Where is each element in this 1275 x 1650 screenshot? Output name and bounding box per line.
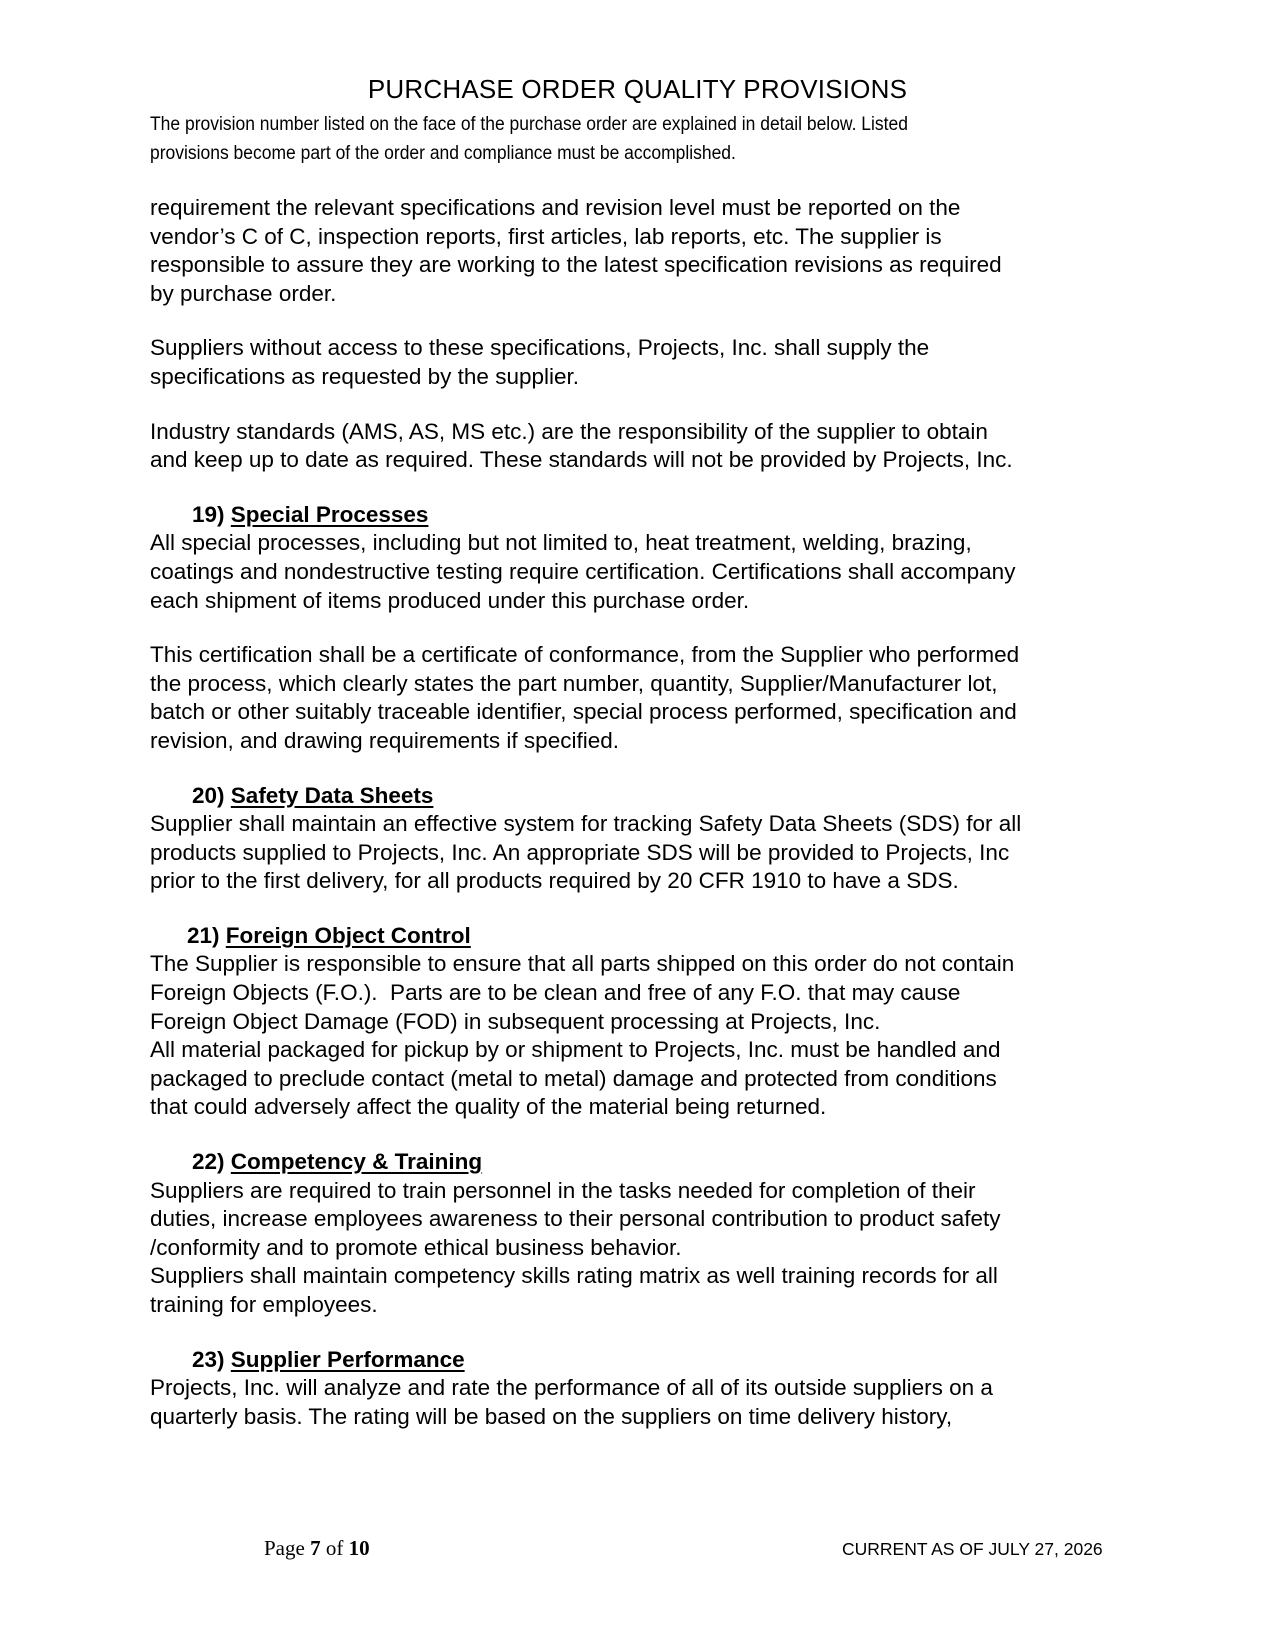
- section-title: Competency & Training: [230, 1149, 483, 1175]
- paragraph-special-processes: [150, 529, 1130, 615]
- section-number: 20): [192, 782, 225, 808]
- section-heading-22: [150, 1148, 1130, 1177]
- text-line: products supplied to Projects, Inc. An appropriate SDS will be provided to Projects, Inc: [150, 839, 1010, 865]
- text-line: requirement the relevant specifications and revision level must be reported on the: [150, 195, 961, 220]
- text-line: specifications as requested by the supplier.: [150, 363, 580, 389]
- text-line: prior to the first delivery, for all products required by 20 CFR 1910 to have a SDS.: [150, 868, 959, 894]
- intro-text: [150, 110, 1015, 168]
- section-heading-21: [150, 922, 1130, 951]
- text-line: Industry standards (AMS, AS, MS etc.) are the responsibility of the supplier to obtain: [150, 418, 988, 444]
- text-line: Supplier shall maintain an effective system for tracking Safety Data Sheets (SDS) for all: [150, 811, 1022, 837]
- text-line: responsible to assure they are working to the latest specification revisions as required: [150, 252, 1002, 278]
- paragraph-safety-data-sheets: [150, 810, 1130, 896]
- text-line: that could adversely affect the quality of the material being returned.: [150, 1094, 827, 1120]
- section-heading-19: [150, 501, 1130, 530]
- current-as-of-date: CURRENT AS OF JULY 27, 2026: [842, 1539, 1103, 1559]
- text-line: Projects, Inc. will analyze and rate the performance of all of its outside suppliers on a: [150, 1375, 993, 1401]
- paragraph-certification: [150, 641, 1130, 755]
- page-prefix: Page: [264, 1536, 311, 1560]
- section-number: 19): [192, 501, 225, 527]
- section-title: Supplier Performance: [230, 1346, 465, 1372]
- intro-line: provisions become part of the order and compliance must be accomplished.: [150, 143, 736, 164]
- page-total: 10: [348, 1536, 370, 1560]
- text-line: This certification shall be a certificate of conformance, from the Supplier who performed: [150, 642, 1020, 668]
- text-line: The Supplier is responsible to ensure that all parts shipped on this order do not contain: [150, 951, 1015, 977]
- paragraph-industry-standards: [150, 418, 1130, 475]
- text-line: Suppliers shall maintain competency skills rating matrix as well training records for all: [150, 1263, 998, 1289]
- text-line: /conformity and to promote ethical business behavior.: [150, 1234, 682, 1260]
- text-line: All special processes, including but not limited to, heat treatment, welding, brazing,: [150, 530, 972, 556]
- text-line: Foreign Objects (F.O.). Parts are to be clean and free of any F.O. that may cause: [150, 980, 961, 1006]
- text-line: revision, and drawing requirements if specified.: [150, 727, 619, 753]
- text-line: Suppliers without access to these specifications, Projects, Inc. shall supply the: [150, 335, 930, 361]
- intro-line: The provision number listed on the face of the purchase order are explained in detail below. Listed: [150, 114, 908, 135]
- text-line: training for employees.: [150, 1292, 378, 1317]
- text-line: Suppliers are required to train personnel in the tasks needed for completion of their: [150, 1177, 976, 1203]
- text-line: packaged to preclude contact (metal to metal) damage and protected from conditions: [150, 1065, 997, 1091]
- text-line: each shipment of items produced under this purchase order.: [150, 587, 750, 613]
- text-line: the process, which clearly states the part number, quantity, Supplier/Manufacturer lot,: [150, 670, 998, 696]
- section-title: Safety Data Sheets: [230, 782, 434, 808]
- section-number: 23): [192, 1346, 225, 1372]
- text-line: All material packaged for pickup by or shipment to Projects, Inc. must be handled and: [150, 1037, 1001, 1063]
- text-line: by purchase order.: [150, 280, 337, 306]
- paragraph-supplier-performance: [150, 1374, 1130, 1431]
- page-number: [264, 1536, 370, 1561]
- page-title: PURCHASE ORDER QUALITY PROVISIONS: [367, 74, 908, 104]
- paragraph-competency-training: [150, 1177, 1130, 1320]
- text-line: and keep up to date as required. These standards will not be provided by Projects, Inc.: [150, 447, 1013, 473]
- paragraph-spec-revision: [150, 194, 1130, 308]
- section-number: 22): [192, 1149, 225, 1175]
- paragraph-foreign-object-control: [150, 950, 1130, 1122]
- text-line: duties, increase employees awareness to their personal contribution to product safety: [150, 1206, 1001, 1232]
- text-line: coatings and nondestructive testing require certification. Certifications shall accompany: [150, 558, 1016, 584]
- section-heading-20: [150, 782, 1130, 811]
- section-number: 21): [187, 922, 220, 948]
- section-title: Foreign Object Control: [225, 922, 471, 948]
- document-body: [150, 194, 1130, 1431]
- section-heading-23: [150, 1346, 1130, 1375]
- text-line: batch or other suitably traceable identifier, special process performed, specification and: [150, 699, 1017, 725]
- page-current: 7: [310, 1536, 321, 1560]
- paragraph-spec-access: [150, 334, 1130, 391]
- text-line: Foreign Object Damage (FOD) in subsequent processing at Projects, Inc.: [150, 1008, 881, 1034]
- text-line: quarterly basis. The rating will be based on the suppliers on time delivery history,: [150, 1403, 953, 1429]
- section-title: Special Processes: [230, 501, 429, 527]
- text-line: vendor’s C of C, inspection reports, first articles, lab reports, etc. The supplier is: [150, 223, 942, 249]
- page-of: of: [320, 1536, 349, 1560]
